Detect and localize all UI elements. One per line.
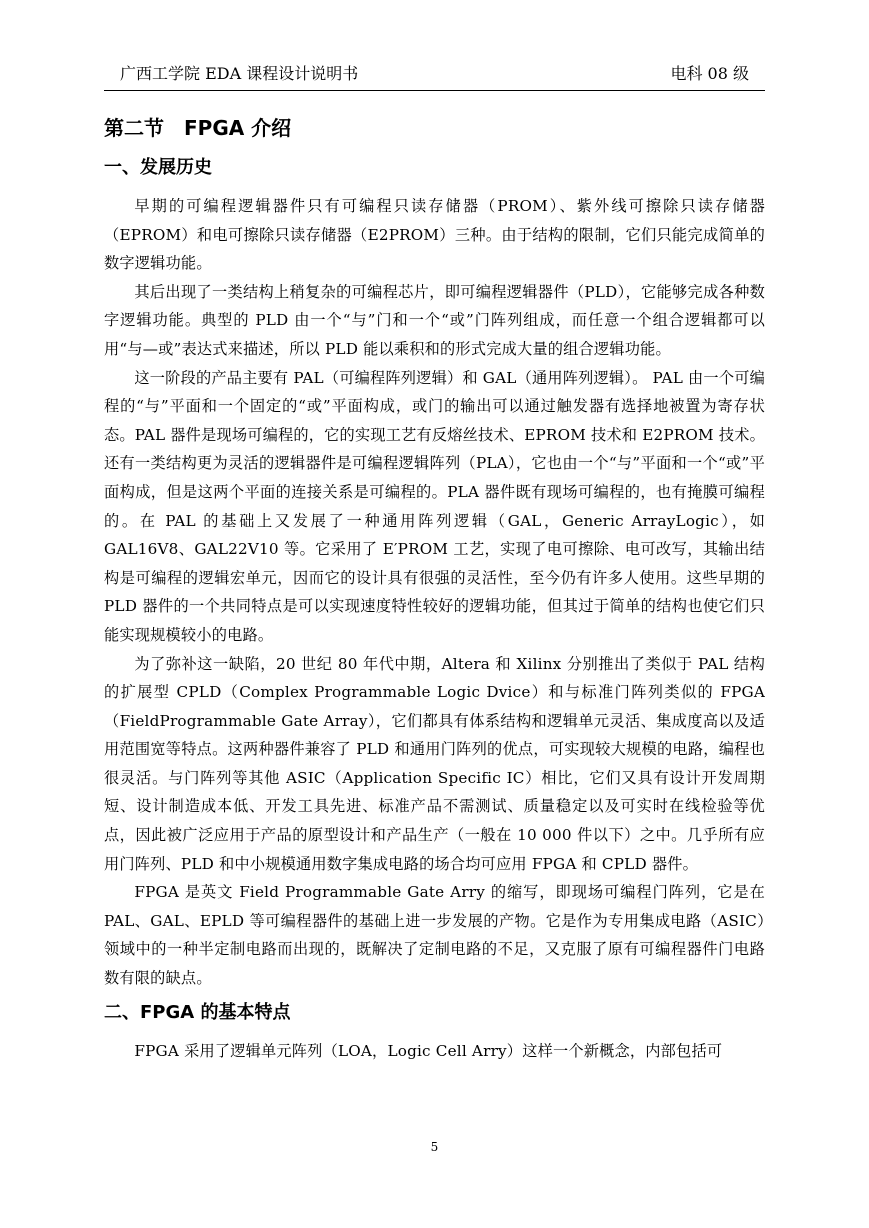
subsection-heading-history: 一、发展历史 <box>104 157 212 178</box>
section-title: 第二节 FPGA 介绍 <box>104 116 292 140</box>
paragraph: FPGA 是英文 Field Programmable Gate Arry 的缩写，即现场可编程门阵列，它是在 PAL、GAL、EPLD 等可编程器件的基础上进一步发展的产物。它是作为专用集成电路（ASIC）领域中的一种半定制电路而出现的，既解决了定制电路的不足，又克服了原有可编程器件门电路数有限的缺点。 <box>104 883 765 988</box>
paragraph: 为了弥补这一缺陷，20 世纪 80 年代中期，Altera 和 Xilinx 分别推出了类似于 PAL 结构的扩展型 CPLD（Complex Programmable Logic Dvice）和与标准门阵列类似的 FPGA（FieldProgrammable Gate Array），它们都具有体系结构和逻辑单元灵活、集成度高以及适用范围宽等特点。这两种器件兼容了 PLD 和通用门阵列的优点，可实现较大规模的电路，编程也很灵活。与门阵列等其他 ASIC（Application Specific IC）相比，它们又具有设计开发周期短、设计制造成本低、开发工具先进、标准产品不需测试、质量稳定以及可实时在线检验等优点，因此被广泛应用于产品的原型设计和产品生产（一般在 10 000 件以下）之中。几乎所有应用门阵列、PLD 和中小规模通用数字集成电路的场合均可应用 FPGA 和 CPLD 器件。 <box>104 654 765 873</box>
paragraph: FPGA 采用了逻辑单元阵列（LOA，Logic Cell Arry）这样一个新概念，内部包括可 <box>134 1041 723 1060</box>
subsection-heading-features: 二、FPGA 的基本特点 <box>104 1001 291 1023</box>
page-number: 5 <box>430 1140 439 1154</box>
paragraph: 这一阶段的产品主要有 PAL（可编程阵列逻辑）和 GAL（通用阵列逻辑）。 PAL 由一个可编程的“与”平面和一个固定的“或”平面构成，或门的输出可以通过触发器有选择地被置为寄存状态。PAL 器件是现场可编程的，它的实现工艺有反熔丝技术、EPROM 技术和 E2PROM 技术。还有一类结构更为灵活的逻辑器件是可编程逻辑阵列（PLA），它也由一个“与”平面和一个“或”平面构成，但是这两个平面的连接关系是可编程的。PLA 器件既有现场可编程的，也有掩膜可编程的。在 PAL 的基础上又发展了一种通用阵列逻辑（GAL，Generic ArrayLogic），如 GAL16V8、GAL22V10 等。它采用了 E′PROM 工艺，实现了电可擦除、电可改写，其输出结构是可编程的逻辑宏单元，因而它的设计具有很强的灵活性，至今仍有许多人使用。这些早期的 PLD 器件的一个共同特点是可以实现速度特性较好的逻辑功能，但其过于简单的结构也使它们只能实现规模较小的电路。 <box>104 368 765 644</box>
header-class-label: 电科 08 级 <box>670 64 749 83</box>
header-document-title: 广西工学院 EDA 课程设计说明书 <box>120 64 359 83</box>
paragraph: 早期的可编程逻辑器件只有可编程只读存储器（PROM）、紫外线可擦除只读存储器（EPROM）和电可擦除只读存储器（E2PROM）三种。由于结构的限制，它们只能完成简单的数字逻辑功能。 <box>104 197 765 273</box>
page-header <box>104 62 765 91</box>
page-content <box>104 108 765 1065</box>
paragraph: 其后出现了一类结构上稍复杂的可编程芯片，即可编程逻辑器件（PLD），它能够完成各种数字逻辑功能。典型的 PLD 由一个“与”门和一个“或”门阵列组成，而任意一个组合逻辑都可以用“与—或”表达式来描述，所以 PLD 能以乘积和的形式完成大量的组合逻辑功能。 <box>104 282 765 358</box>
